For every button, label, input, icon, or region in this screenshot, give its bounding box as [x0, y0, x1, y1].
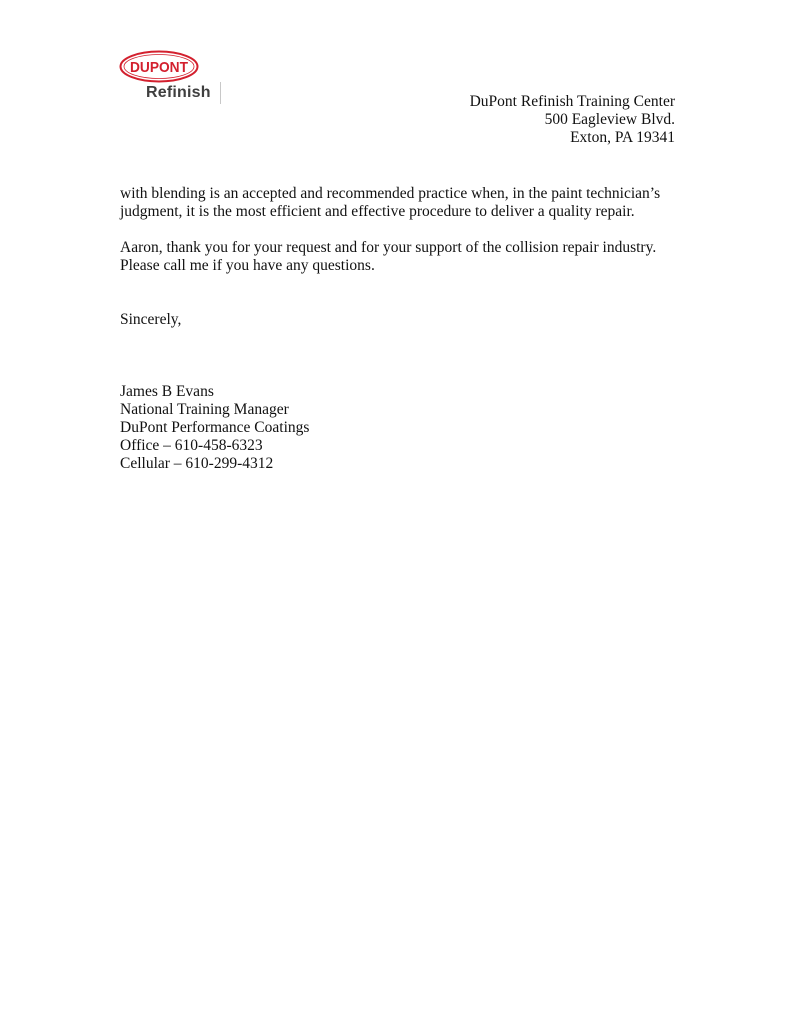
body-paragraph-1: with blending is an accepted and recommended practice when, in the paint technician’s judgment, it is the most efficient and effective procedure to deliver a quality repair.	[120, 185, 661, 220]
closing: Sincerely,	[120, 311, 182, 328]
sender-city: Exton, PA 19341	[570, 129, 675, 146]
logo-wordmark: DUPONT	[130, 59, 188, 76]
logo-divider	[220, 82, 221, 104]
signature-block	[120, 383, 680, 473]
signature-office-phone: Office – 610-458-6323	[120, 437, 263, 454]
body-paragraph-2: Aaron, thank you for your request and for your support of the collision repair industry. Please call me if you have any questions.	[120, 239, 657, 274]
dupont-oval-logo	[119, 50, 199, 83]
sender-address	[470, 93, 675, 147]
sender-street: 500 Eagleview Blvd.	[544, 111, 675, 128]
letter-body	[120, 185, 680, 473]
signature-company: DuPont Performance Coatings	[120, 419, 310, 436]
sender-name: DuPont Refinish Training Center	[469, 93, 675, 110]
signature-name: James B Evans	[120, 383, 214, 400]
dupont-refinish-logo	[116, 46, 224, 108]
logo-subtitle: Refinish	[146, 84, 211, 101]
signature-cellular-phone: Cellular – 610-299-4312	[120, 455, 274, 472]
signature-title: National Training Manager	[120, 401, 289, 418]
